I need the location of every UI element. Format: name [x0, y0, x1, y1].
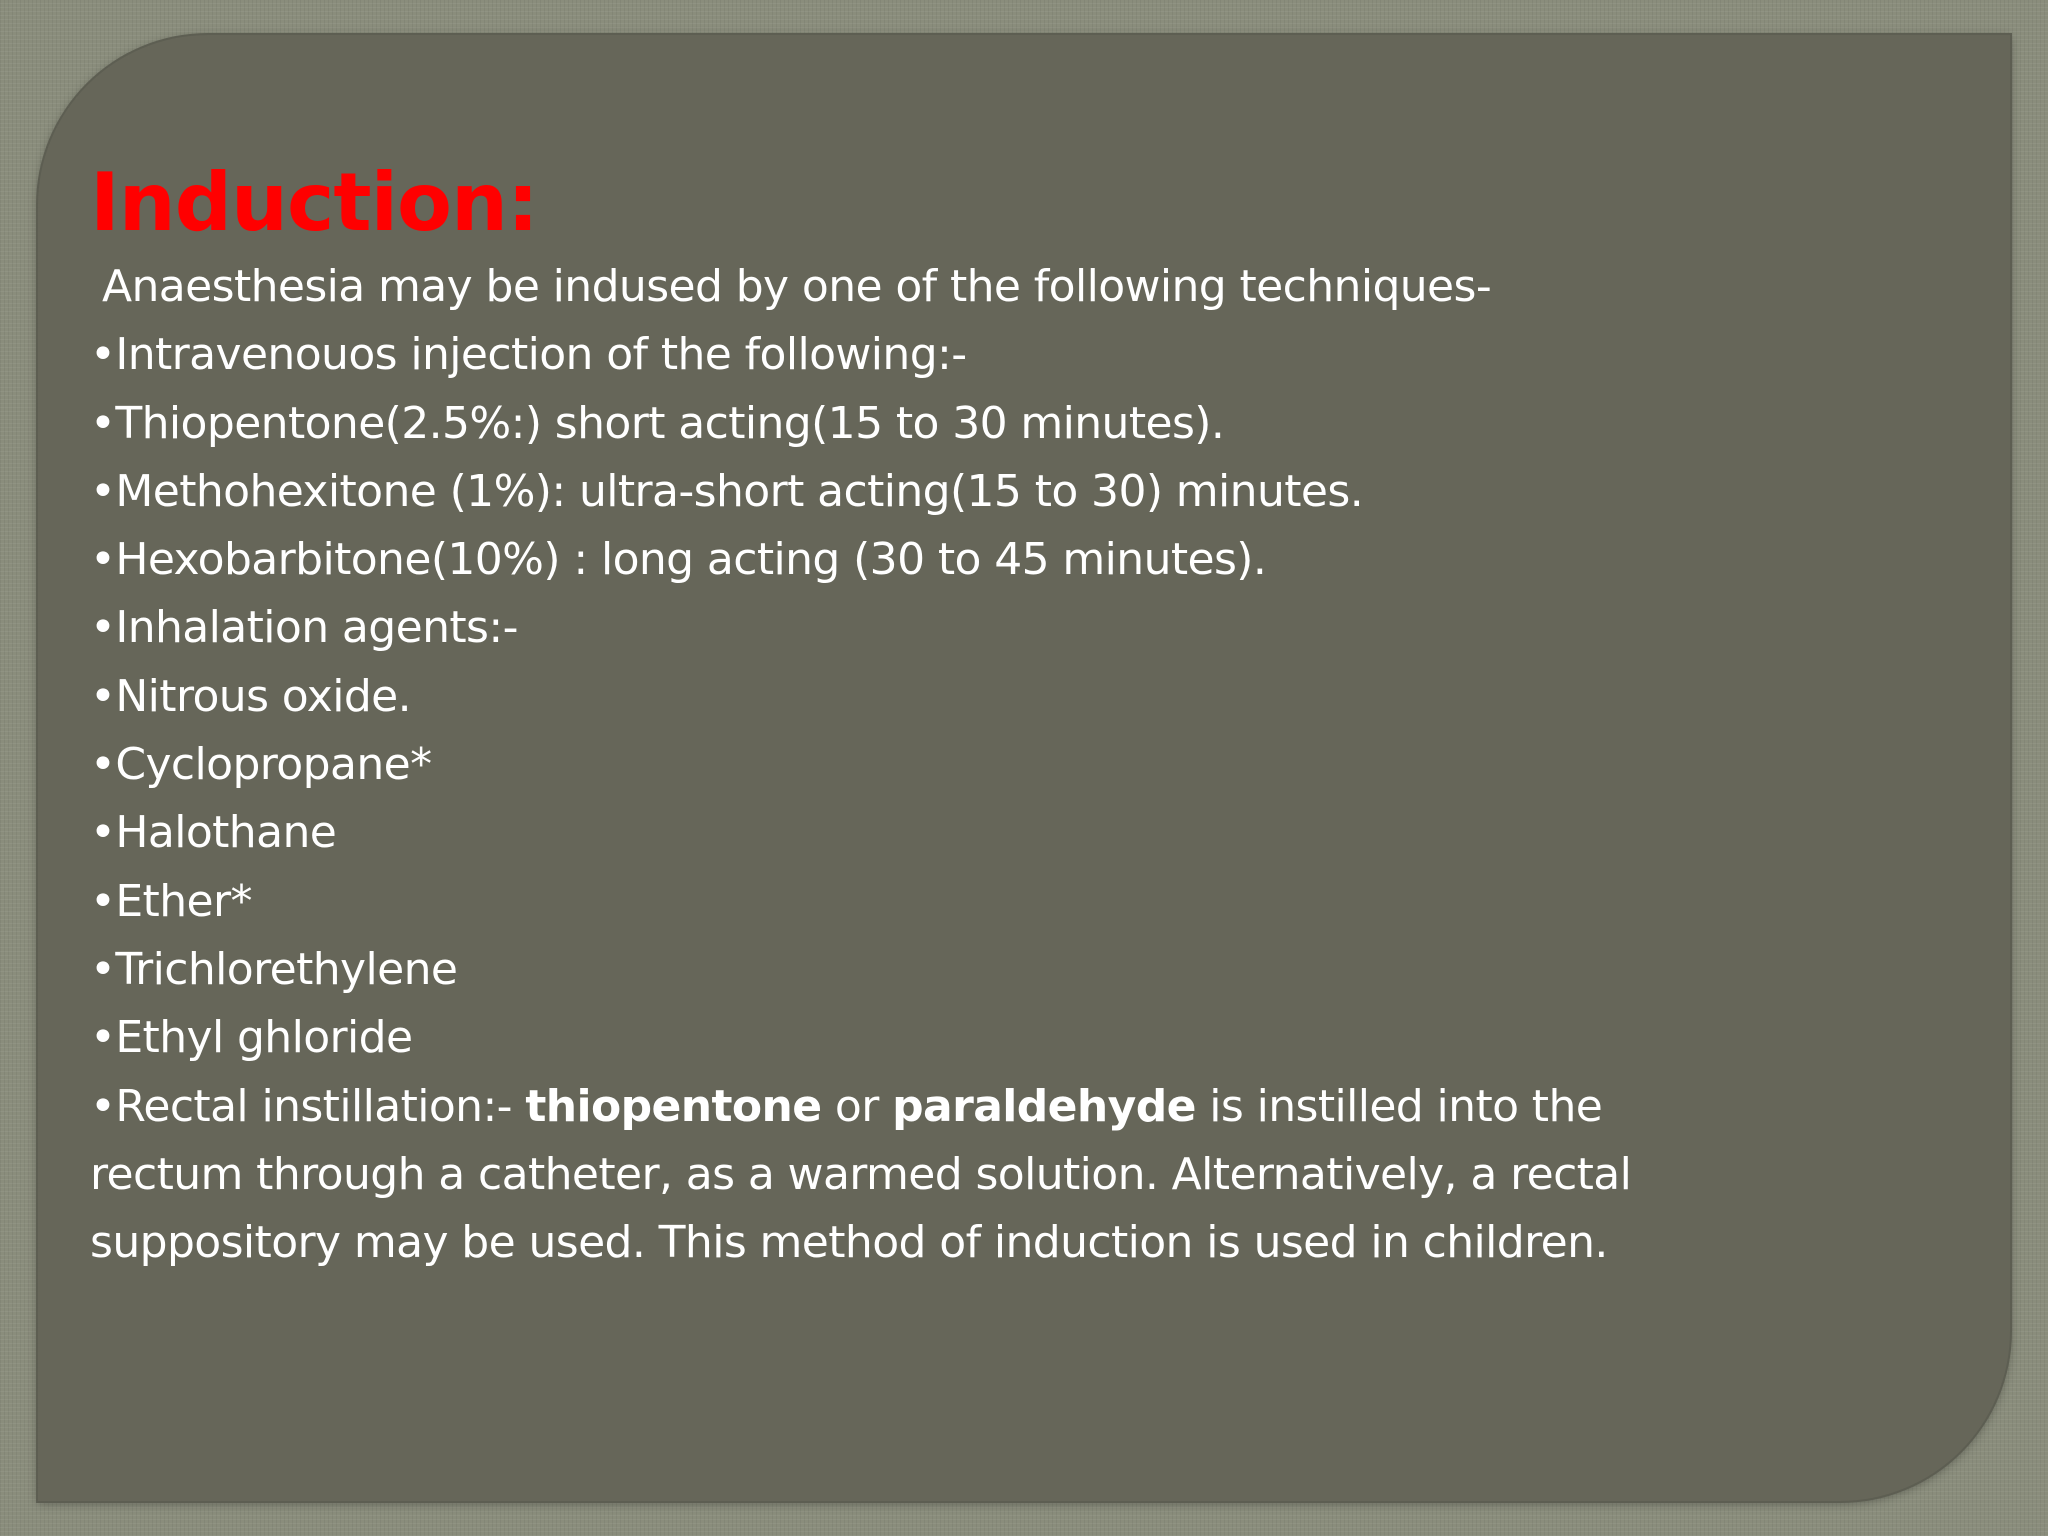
bullet-glyph: • — [90, 670, 116, 722]
bullet-text: Methohexitone (1%): ultra-short acting(15 to 30) minutes. — [115, 465, 1364, 517]
bullet-glyph: • — [90, 943, 116, 995]
bullet-text: Halothane — [115, 807, 337, 859]
bullet-glyph: • — [90, 602, 116, 654]
bullet-item-ethyl-chloride — [90, 1004, 1950, 1072]
intro-text: Anaesthesia may be indused by one of the following techniques- — [102, 261, 1492, 312]
bullet-text: Trichlorethylene — [115, 943, 458, 995]
bullet-item-rectal — [90, 1073, 1730, 1278]
bullet-item-methohexitone — [90, 458, 1950, 526]
bullet-item-cyclopropane — [90, 731, 1950, 799]
bullet-text: Hexobarbitone(10%) : long acting (30 to 45 minutes). — [115, 534, 1267, 586]
bullet-glyph: • — [90, 1080, 116, 1132]
bullet-item-intravenous — [90, 321, 1950, 389]
bullet-text: Thiopentone(2.5%:) short acting(15 to 30 minutes). — [115, 397, 1225, 449]
bullet-text: Inhalation agents:- — [115, 602, 518, 654]
bullet-item-nitrous-oxide — [90, 663, 1950, 731]
bullet-glyph: • — [90, 534, 116, 586]
bullet-glyph: • — [90, 739, 116, 791]
bullet-text: Nitrous oxide. — [115, 670, 412, 722]
bullet-list — [90, 253, 1950, 1277]
bullet-item-halothane — [90, 799, 1950, 867]
bullet-item-trichlorethylene — [90, 936, 1950, 1004]
rectal-drug-paraldehyde: paraldehyde — [892, 1080, 1196, 1132]
bullet-glyph: • — [90, 1012, 116, 1064]
rectal-drug-thiopentone: thiopentone — [525, 1080, 822, 1132]
slide-title: Induction: — [90, 156, 538, 249]
rectal-connector: or — [821, 1080, 893, 1132]
bullet-text: Cyclopropane* — [115, 739, 432, 791]
bullet-glyph: • — [90, 397, 116, 449]
bullet-glyph: • — [90, 875, 116, 927]
bullet-glyph: • — [90, 329, 116, 381]
bullet-text: Intravenouos injection of the following:- — [115, 329, 967, 381]
bullet-glyph: • — [90, 465, 116, 517]
rectal-lead: Rectal instillation:- — [115, 1080, 526, 1132]
slide-panel — [38, 35, 2010, 1501]
bullet-item-ether — [90, 868, 1950, 936]
bullet-text: Ether* — [115, 875, 252, 927]
rectal-description: is instilled into the rectum through a catheter, as a warmed solution. Alternatively, a rectal suppository may be used. This method of induction is used in children. — [90, 1080, 1632, 1269]
bullet-item-inhalation — [90, 594, 1950, 662]
slide-content — [90, 153, 1950, 1277]
bullet-glyph: • — [90, 807, 116, 859]
bullet-item-hexobarbitone — [90, 526, 1950, 594]
bullet-item-thiopentone — [90, 390, 1950, 458]
bullet-text: Ethyl ghloride — [115, 1012, 413, 1064]
